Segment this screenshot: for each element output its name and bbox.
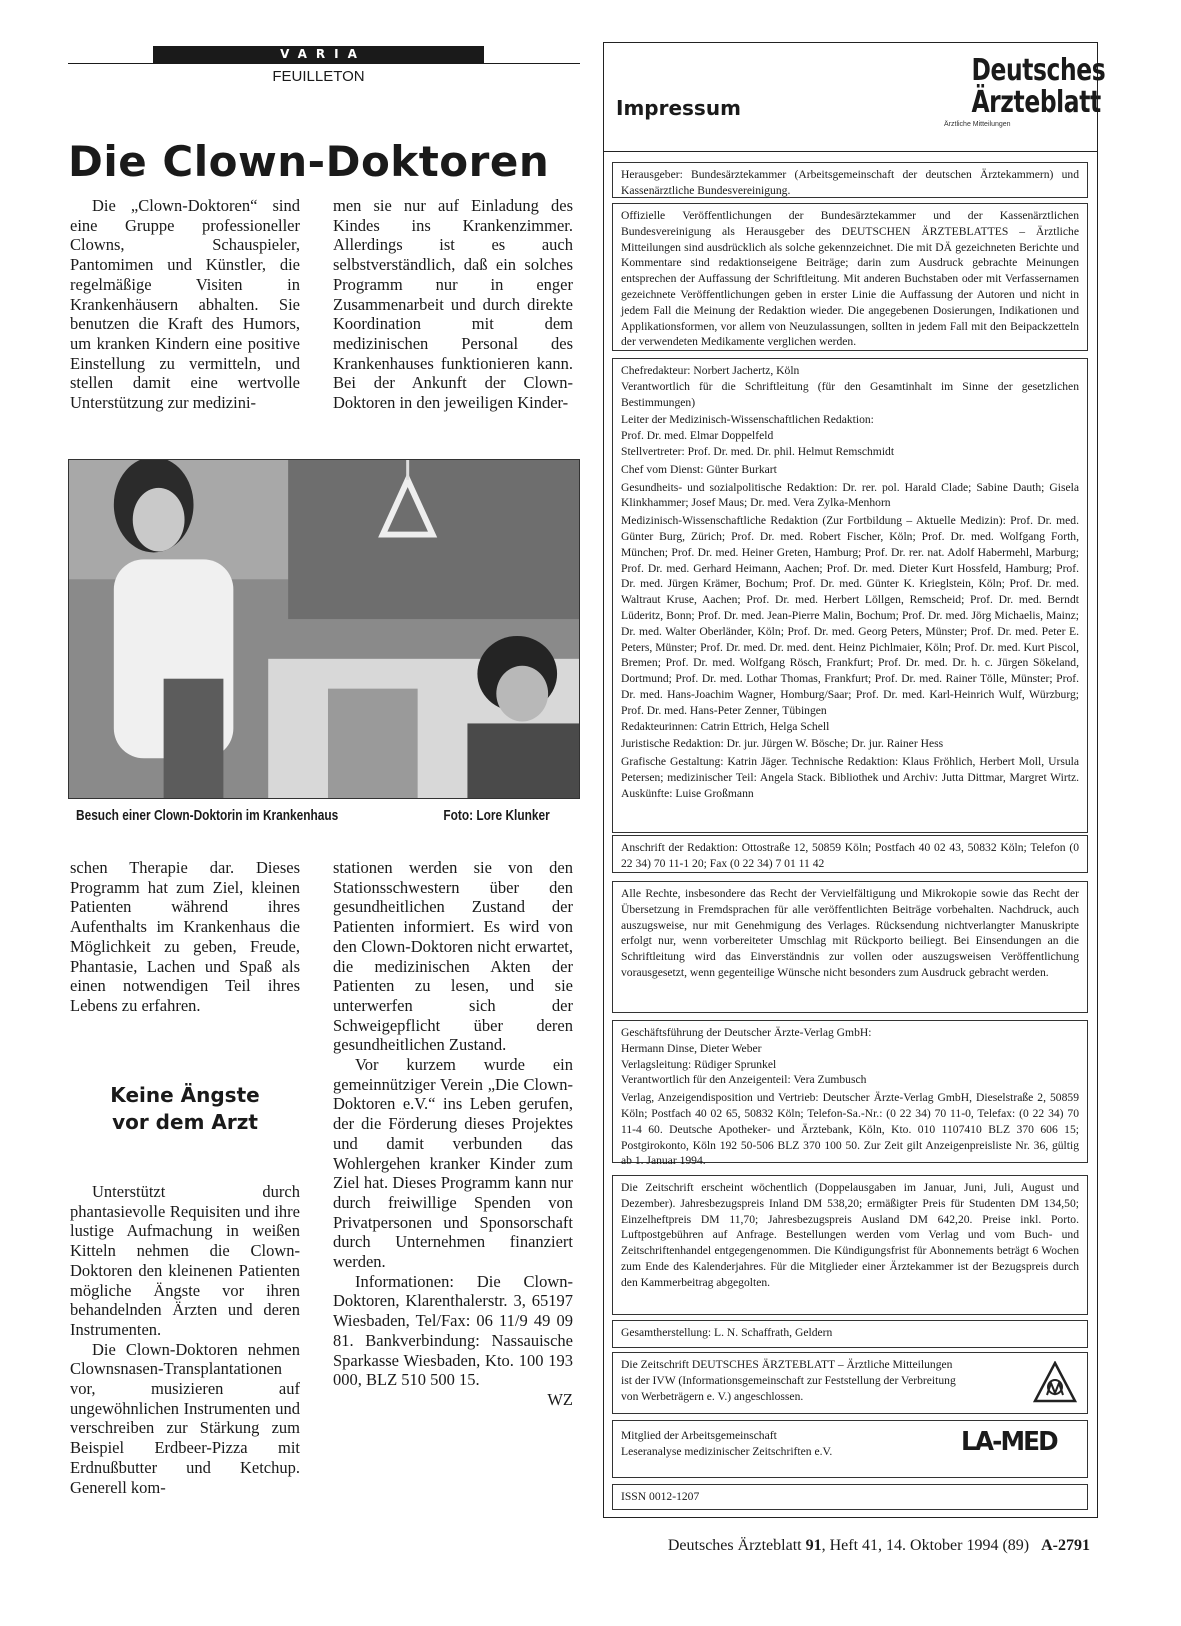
article-paragraph: Die Clown-Doktoren nehmen Clownsnasen-Transplantationen vor, musizieren auf ungewöhnlichen Instrumenten und verschreiben zur Stärkung zum Beispiel Erdbeer-Pizza mit Erdnußbutter und Ketchup. Generell kom- <box>70 1339 300 1497</box>
article-paragraph: Die „Clown-Doktoren“ sind eine Gruppe professioneller Clowns, Schauspieler, Pantomimen und Künstler, die regelmäßige Visiten in Krankenhäusern abhalten. Sie benutzen die Kraft des Humors, um kranken Kindern eine positive Einstellung zu vermitteln, und stellen damit eine wertvolle Unterstützung zur medizini- <box>70 196 300 413</box>
ivw-logo-icon <box>1033 1361 1077 1405</box>
page-footer <box>580 1537 1090 1555</box>
impressum-text: Stellvertreter: Prof. Dr. med. Dr. phil. Helmut Remschmidt <box>621 444 895 458</box>
impressum-text: Chef vom Dienst: Günter Burkart <box>621 462 777 476</box>
article-column-1-bottom <box>70 1182 300 1497</box>
impressum-text: Verlag, Anzeigendisposition und Vertrieb: Deutscher Ärzte-Verlag GmbH, Dieselstraße 2, 50859 Köln; Postfach 40 02 65, 50832 Köln; Telefon-Sa.-Nr.: (0 22 34) 70 11-0, Telefax: (0 22 34) 70 11-4 60. Deutsche Apotheker- und Ärztebank, Köln, Kto. 010 1107410 BLZ 370 606 15; Postgirokonto, Köln 192 50-506 BLZ 370 100 50. Zur Zeit gilt Anzeigenpreisliste Nr. 36, gültig ab 1. Januar 1994. <box>621 1091 1079 1168</box>
footer-page-number: A-2791 <box>1041 1537 1090 1554</box>
article-paragraph: Unterstützt durch phantasievolle Requisiten und ihre lustige Aufmachung in weißen Kitteln nehmen die Clown-Doktoren den kleinenen Patienten mögliche Ängste vor ihren behandelnden Ärzten und deren Instrumenten. <box>70 1182 300 1339</box>
impressum-text: Gesamtherstellung: L. N. Schaffrath, Geldern <box>621 1326 833 1339</box>
impressum-text: Leseranalyse medizinischer Zeitschriften e.V. <box>621 1444 833 1458</box>
footer-volume: 91 <box>805 1537 822 1554</box>
impressum-text: Offizielle Veröffentlichungen der Bundesärztekammer und der Kassenärztlichen Bundesvereinigung als Herausgeber des DEUTSCHEN ÄRZTEBLATTES – Ärztliche Mitteilungen sind ausdrücklich als solche gekennzeichnet. Die mit DÄ gezeichneten Berichte und Kommentare sind redaktionseigene Beiträge; darin zum Ausdruck gebrachte Meinungen entsprechen der Auffassung der Schriftleitung. Mit anderen Buchstaben oder mit Verfassernamen gezeichnete Veröffentlichungen geben in erster Linie die Auffassung der Autoren und nicht in jedem Fall die Meinung der Redaktion wieder. Die angegebenen Dosierungen, Indikationen und Applikationsformen, vor allem von Neuzulassungen, sollten in jedem Fall mit den Beipackzetteln der verwendeten Medikamente verglichen werden. <box>621 209 1079 349</box>
footer-issue: , Heft 41, 14. Oktober 1994 (89) <box>821 1537 1030 1554</box>
footer-journal: Deutsches Ärzteblatt <box>667 1537 802 1554</box>
impressum-ivw <box>612 1352 1088 1414</box>
impressum-text: Hermann Dinse, Dieter Weber <box>621 1041 762 1055</box>
impressum-publisher-management <box>612 1020 1088 1168</box>
article-column-2-lower <box>333 858 573 1410</box>
impressum-text: Juristische Redaktion: Dr. jur. Jürgen W. Bösche; Dr. jur. Rainer Hess <box>621 737 944 751</box>
article-paragraph: Vor kurzem wurde ein gemeinnütziger Verein „Die Clown-Doktoren e.V.“ ins Leben gerufen, der die Förderung dieses Projektes und damit verbunden das Wohlergehen kranker Kinder zum Ziel hat. Dieses Programm kann nur durch freiwillige Spenden von Privatpersonen und Sponsorschaft durch Unternehmen finanziert werden. <box>333 1055 573 1272</box>
impressum-text: ISSN 0012-1207 <box>621 1490 700 1503</box>
article-subheading <box>70 1082 300 1136</box>
impressum-text: Grafische Gestaltung: Katrin Jäger. Technische Redaktion: Klaus Fröhlich, Herbert Moll, Ursula Petersen; medizinischer Teil: Angela Stack. Bibliothek und Archiv: Jutta Dittmar, Margret Wirtz. Auskünfte: Luise Großmann <box>621 755 1079 800</box>
author-signature: WZ <box>547 1389 573 1409</box>
article-photo <box>68 459 580 799</box>
impressum-text: Leiter der Medizinisch-Wissenschaftlichen Redaktion: <box>621 413 874 427</box>
subheading-line: vor dem Arzt <box>112 1110 258 1134</box>
article-column-2 <box>333 196 573 413</box>
lamed-logo: LA-MED <box>961 1427 1057 1457</box>
impressum-text: Redakteurinnen: Catrin Ettrich, Helga Schell <box>621 719 830 733</box>
journal-logo-line: Deutsches <box>971 53 1106 88</box>
impressum-text: Chefredakteur: Norbert Jachertz, Köln <box>621 364 800 377</box>
impressum-text: Gesundheits- und sozialpolitische Redaktion: Dr. rer. pol. Harald Clade; Sabine Dauth; Gisela Klinkhammer; Josef Maus; Dr. med. Vera Zylka-Menhorn <box>621 480 1079 510</box>
impressum-text: Verlagsleitung: Rüdiger Sprunkel <box>621 1057 777 1071</box>
section-rule <box>68 63 580 64</box>
caption-text: Besuch einer Clown-Doktorin im Krankenhaus <box>76 808 339 824</box>
article-paragraph: Informationen: Die Clown-Doktoren, Klarenthalerstr. 3, 65197 Wiesbaden, Tel/Fax: 06 11/9 49 09 81. Bankverbindung: Nassauische Sparkasse Wiesbaden, Kto. 100 193 000, BLZ 510 500 15. <box>333 1271 573 1390</box>
impressum-editorial <box>612 358 1088 833</box>
impressum-issn <box>612 1484 1088 1510</box>
impressum-text: Verantwortlich für den Anzeigenteil: Vera Zumbusch <box>621 1073 867 1087</box>
article-column-1 <box>70 196 300 413</box>
article-title: Die Clown-Doktoren <box>68 137 550 186</box>
article-paragraph: men sie nur auf Einladung des Kindes ins Krankenzimmer. Allerdings ist es auch selbstverständlich, daß ein solches Programm nur in enger Zusammenarbeit und durch direkte Koordination mit dem medizinischen Personal des Krankenhauses funktionieren kann. Bei der Ankunft der Clown-Doktoren in den jeweiligen Kinder- <box>333 196 573 413</box>
impressum-text: Die Zeitschrift erscheint wöchentlich (Doppelausgaben im Januar, Juni, Juli, August und Dezember). Jahresbezugspreis Inland DM 538,20; ermäßigter Preis für Studenten DM 134,50; Einzelheftpreis DM 11,70; Jahresbezugspreis Ausland DM 642,20. Preise inkl. Porto. Luftpostgebühren auf Anfrage. Bestellungen werden vom Verlag und vom Buch- und Zeitschriftenhandel entgegengenommen. Die Kündigungsfrist für Abonnements beträgt 6 Wochen zum Ende des Kalenderjahres. Für die Mitglieder einer Ärztekammer ist der Bezugspreis durch den Kammerbeitrag abgegolten. <box>621 1181 1079 1289</box>
impressum-text: Prof. Dr. med. Elmar Doppelfeld <box>621 429 774 443</box>
section-sublabel: FEUILLETON <box>272 68 365 85</box>
impressum-subscription <box>612 1175 1088 1315</box>
impressum-text: Die Zeitschrift DEUTSCHES ÄRZTEBLATT – Ärztliche Mitteilungen ist der IVW (Informationsgemeinschaft zur Feststellung der Verbreitung von Werbeträgern e. V.) angeschlossen. <box>621 1358 956 1403</box>
impressum-lamed <box>612 1420 1088 1478</box>
impressum-text: Mitglied der Arbeitsgemeinschaft <box>621 1429 777 1442</box>
article-paragraph: schen Therapie dar. Dieses Programm hat zum Ziel, kleinen Patienten während ihres Aufenthalts im Krankenhaus die Möglichkeit zu geben, Freude, Phantasie, Lachen und Spaß als einen notwendigen Teil ihres Lebens zu erfahren. <box>70 858 300 1015</box>
impressum-printing <box>612 1320 1088 1348</box>
photo-clown-doctor-visit <box>69 460 579 798</box>
section-label: VARIA <box>153 46 484 63</box>
impressum-publisher <box>612 162 1088 198</box>
impressum-text: Medizinisch-Wissenschaftliche Redaktion (Zur Fortbildung – Aktuelle Medizin): Prof. Dr. med. Günter Burg, Zürich; Prof. Dr. med. Robert Fischer, Köln; Prof. Dr. med. Wolfgang Forth, München; Prof. Dr. med. Heiner Greten, Hamburg; Prof. Dr. rer. nat. Adolf Habermehl, Marburg; Prof. Dr. med. Gerhard Heimann, Aachen; Prof. Dr. med. Dieter Kurt Hossfeld, Hamburg; Prof. Dr. med. Jürgen Krämer, Bochum; Prof. Dr. med. Günter K. Krieglstein, Köln; Prof. Dr. med. Waltraut Kruse, Aachen; Prof. Dr. med. Herbert Löllgen, Remscheid; Prof. Dr. med. Berndt Lüderitz, Bonn; Prof. Dr. med. Jean-Pierre Malin, Bochum; Prof. Dr. med. Jörg Michaelis, Mainz; Dr. med. Walter Oberländer, Köln; Prof. Dr. med. Georg Peters, Münster; Prof. Dr. med. Peter E. Peters, Münster; Prof. Dr. med. Dr. med. dent. Heinz Pichlmaier, Köln; Prof. Dr. med. Kurt Piscol, Bremen; Prof. Dr. med. Wolfgang Rösch, Frankfurt; Prof. Dr. med. Dr. h. c. Jürgen Sökeland, Dortmund; Prof. Dr. med. Lothar Thomas, Frankfurt; Prof. Dr. med. Rainer Tölle, Münster; Prof. Dr. med. Hans-Joachim Wagner, Homburg/Saar; Prof. Dr. med. Karl-Heinrich Wulf, Würzburg; Prof. Dr. med. Hans-Peter Zenner, Tübingen <box>621 514 1079 717</box>
journal-logo-line: Ärzteblatt <box>971 85 1101 120</box>
impressum-rights <box>612 881 1088 1013</box>
impressum-text: Alle Rechte, insbesondere das Recht der Vervielfältigung und Mikrokopie sowie das Recht der Übersetzung in Fremdsprachen für alle veröffentlichten Beiträge vorbehalten. Nachdruck, auch auszugsweise, nur mit Genehmigung des Verlages. Rücksendung nichtverlangter Manuskripte erfolgt nur, wenn vorbereiteter Umschlag mit Rückporto beiliegt. Bei Einsendungen an die Schriftleitung wird das Einverständnis zur vollen oder auszugsweisen Veröffentlichung vorausgesetzt, wenn gegenteilige Wünsche nicht besonders zum Ausdruck gebracht werden. <box>621 887 1079 979</box>
impressum-address <box>612 835 1088 873</box>
impressum-text: Geschäftsführung der Deutscher Ärzte-Verlag GmbH: <box>621 1026 872 1039</box>
subheading-line: Keine Ängste <box>110 1083 260 1107</box>
photo-credit: Foto: Lore Klunker <box>443 808 550 824</box>
impressum-text: Herausgeber: Bundesärztekammer (Arbeitsgemeinschaft der deutschen Ärztekammern) und Kassenärztliche Bundesvereinigung. <box>621 168 1079 197</box>
impressum-official <box>612 203 1088 351</box>
journal-logo-subtitle: Ärztliche Mitteilungen <box>944 121 1011 128</box>
impressum-title: Impressum <box>616 96 741 120</box>
article-paragraph: stationen werden sie von den Stationsschwestern über den gesundheitlichen Zustand der Patienten informiert. Es wird von den Clown-Doktoren nicht erwartet, die medizinischen Akten der Patienten zu lesen, und sie unterwerfen sich der Schweigepflicht über deren gesundheitlichen Zustand. <box>333 858 573 1055</box>
impressum-text: Verantwortlich für die Schriftleitung (für den Gesamtinhalt im Sinne der gesetzlichen Bestimmungen) <box>621 379 1079 409</box>
impressum-text: Anschrift der Redaktion: Ottostraße 12, 50859 Köln; Postfach 40 02 43, 50832 Köln; Telefon (0 22 34) 70 11-1 20; Fax (0 22 34) 7 01 11 42 <box>621 841 1079 870</box>
article-column-1-lower <box>70 858 300 1016</box>
